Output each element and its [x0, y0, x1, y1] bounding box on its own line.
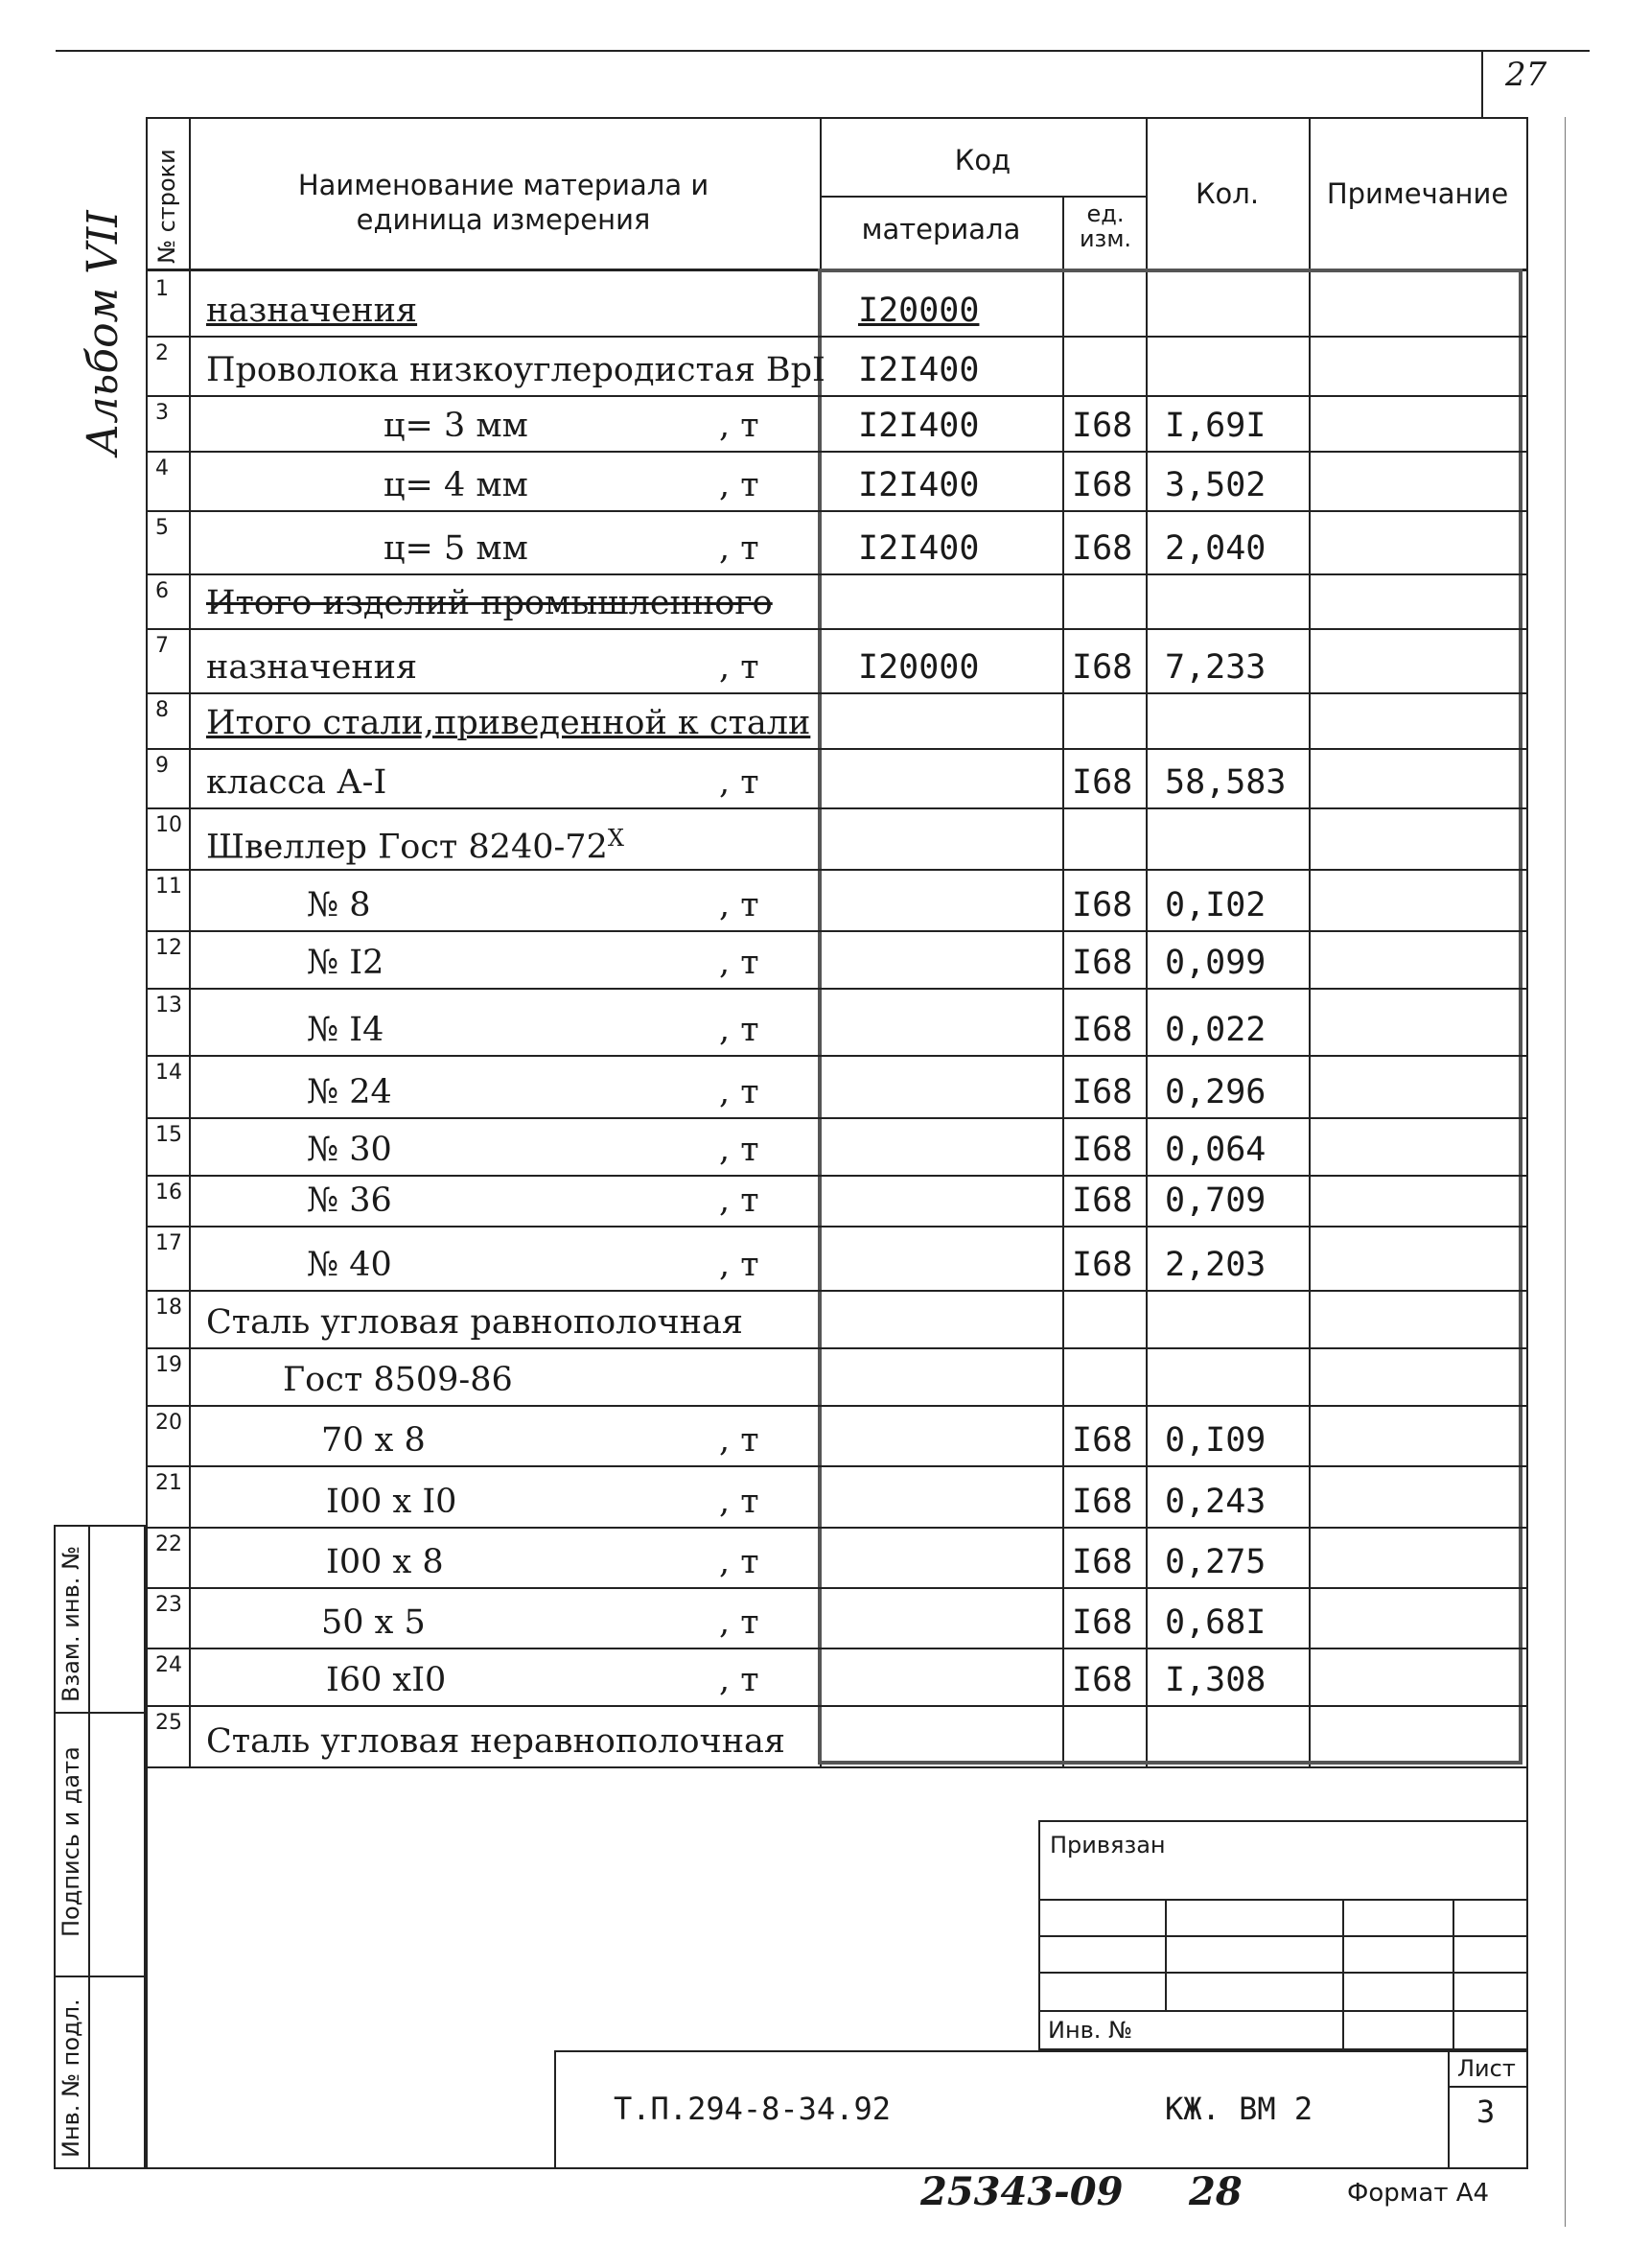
- row-name-text: Итого изделий промышленного: [206, 584, 773, 622]
- frame-top: [146, 117, 1528, 119]
- row-divider: [146, 1405, 1528, 1407]
- row-unit-code: I68: [1072, 944, 1133, 982]
- privyazan-line3: [1038, 1972, 1528, 1974]
- col-rowno-right: [189, 117, 191, 1766]
- row-name: [307, 1073, 392, 1111]
- row-unit-suffix: , т: [719, 466, 759, 504]
- privyazan-col3: [1453, 1899, 1454, 2050]
- row-number: 24: [155, 1653, 182, 1677]
- row-divider: [146, 1117, 1528, 1119]
- row-number: 5: [155, 516, 169, 540]
- handwritten-number: 25343-09: [920, 2169, 1124, 2214]
- row-quantity: 0,296: [1165, 1073, 1267, 1111]
- row-name-text: Сталь угловая равнополочная: [206, 1303, 743, 1342]
- row-divider: [146, 988, 1528, 990]
- row-number: 3: [155, 401, 169, 425]
- row-name-text: I00 х 8: [326, 1543, 444, 1581]
- row-unit-code: I68: [1072, 466, 1133, 504]
- handwritten-page: 28: [1189, 2169, 1243, 2214]
- row-unit-code: I68: [1072, 407, 1133, 445]
- row-material-code: I20000: [858, 648, 980, 687]
- row-name-text: Сталь угловая неравнополочная: [206, 1722, 785, 1761]
- sheet-box-split: [1448, 2086, 1528, 2088]
- row-quantity: 2,203: [1165, 1246, 1267, 1284]
- row-divider: [146, 869, 1528, 871]
- row-material-code: I20000: [858, 292, 980, 330]
- row-name: [321, 1421, 426, 1460]
- row-number: 9: [155, 754, 169, 778]
- row-name-text: Проволока низкоуглеродистая ВрI: [206, 351, 825, 389]
- header-code-split: [820, 196, 1146, 198]
- row-name: [384, 407, 528, 445]
- row-material-code: I2I400: [858, 466, 980, 504]
- row-divider: [146, 1226, 1528, 1228]
- privyazan-col2: [1342, 1899, 1344, 2050]
- row-unit-suffix: , т: [719, 944, 759, 982]
- row-name: [206, 1303, 743, 1342]
- page-number: 27: [1505, 56, 1547, 94]
- header-material: материала: [861, 213, 1021, 246]
- row-quantity: 7,233: [1165, 648, 1267, 687]
- row-material-code: I2I400: [858, 529, 980, 568]
- row-number: 22: [155, 1532, 182, 1556]
- sheet-label: Лист: [1457, 2055, 1516, 2082]
- row-unit-code: I68: [1072, 886, 1133, 924]
- row-name-superscript: X: [607, 825, 624, 852]
- row-unit-suffix: , т: [719, 529, 759, 568]
- row-unit-suffix: , т: [719, 1421, 759, 1460]
- row-divider: [146, 1465, 1528, 1467]
- row-unit-code: I68: [1072, 529, 1133, 568]
- privyazan-col1: [1165, 1899, 1167, 2010]
- side-stamp-div2: [54, 1976, 146, 1977]
- title-block-left: [554, 2050, 556, 2169]
- side-stamp-vzam: Взам. инв. №: [58, 1546, 84, 1702]
- row-name: [206, 1722, 785, 1761]
- row-divider: [146, 1175, 1528, 1177]
- row-name: [307, 1246, 392, 1284]
- row-number: 2: [155, 341, 169, 365]
- row-divider: [146, 930, 1528, 932]
- row-divider: [146, 1587, 1528, 1589]
- row-quantity: 0,68I: [1165, 1603, 1267, 1642]
- row-quantity: 0,709: [1165, 1181, 1267, 1220]
- row-name-text: назначения: [206, 292, 418, 330]
- row-unit-suffix: , т: [719, 1181, 759, 1220]
- document-mark: КЖ. ВМ 2: [1165, 2091, 1313, 2127]
- frame-left: [146, 117, 148, 2169]
- row-divider: [146, 1527, 1528, 1529]
- title-block-top: [554, 2050, 1528, 2052]
- sheet-number: 3: [1476, 2093, 1496, 2130]
- row-name-text: № 8: [307, 886, 371, 924]
- row-number: 20: [155, 1411, 182, 1435]
- row-number: 4: [155, 456, 169, 480]
- row-quantity: 0,064: [1165, 1131, 1267, 1169]
- row-number: 10: [155, 813, 182, 837]
- row-number: 25: [155, 1711, 182, 1735]
- row-name-text: 50 х 5: [321, 1603, 426, 1642]
- row-divider: [146, 451, 1528, 453]
- row-number: 15: [155, 1123, 182, 1147]
- row-number: 14: [155, 1061, 182, 1085]
- row-name: [326, 1661, 446, 1699]
- row-quantity: 0,I02: [1165, 886, 1267, 924]
- row-unit-code: I68: [1072, 648, 1133, 687]
- row-name: [206, 292, 417, 330]
- row-unit-code: I68: [1072, 1073, 1133, 1111]
- row-unit-code: I68: [1072, 1011, 1133, 1049]
- album-label: Альбом VII: [79, 210, 128, 456]
- row-unit-suffix: , т: [719, 1246, 759, 1284]
- row-unit-suffix: , т: [719, 407, 759, 445]
- row-name: [307, 1181, 392, 1220]
- privyazan-line1: [1038, 1899, 1528, 1901]
- row-divider: [146, 1290, 1528, 1292]
- row-unit-suffix: , т: [719, 763, 759, 802]
- side-stamp-div1: [54, 1712, 146, 1714]
- row-number: 23: [155, 1593, 182, 1617]
- row-name: [326, 1543, 444, 1581]
- row-unit-suffix: , т: [719, 1011, 759, 1049]
- row-divider: [146, 1705, 1528, 1707]
- row-number: 16: [155, 1181, 182, 1204]
- header-row-no: № строки: [153, 149, 180, 264]
- row-number: 8: [155, 698, 169, 722]
- row-name: [283, 1361, 513, 1399]
- row-name-text: № 24: [307, 1073, 392, 1111]
- row-number: 7: [155, 634, 169, 658]
- row-unit-code: I68: [1072, 763, 1133, 802]
- row-divider: [146, 1648, 1528, 1649]
- row-unit-suffix: , т: [719, 1543, 759, 1581]
- row-name: [206, 351, 825, 389]
- row-name: [321, 1603, 426, 1642]
- page-number-box-left: [1481, 50, 1483, 117]
- row-number: 12: [155, 936, 182, 960]
- sheet-box-left: [1448, 2050, 1450, 2169]
- row-number: 18: [155, 1296, 182, 1320]
- row-divider: [146, 510, 1528, 512]
- row-divider: [146, 748, 1528, 750]
- row-divider: [146, 1766, 1528, 1768]
- row-material-code: I2I400: [858, 407, 980, 445]
- row-name-text: № I2: [307, 944, 384, 982]
- row-unit-suffix: , т: [719, 1131, 759, 1169]
- row-unit-code: I68: [1072, 1483, 1133, 1521]
- row-number: 6: [155, 579, 169, 603]
- row-material-code: I2I400: [858, 351, 980, 389]
- row-quantity: 3,502: [1165, 466, 1267, 504]
- row-name-text: I00 х I0: [326, 1483, 457, 1521]
- row-number: 17: [155, 1231, 182, 1255]
- row-name-text: 70 х 8: [321, 1421, 426, 1460]
- row-name-text: Итого стали,приведенной к стали: [206, 704, 811, 742]
- row-unit-code: I68: [1072, 1131, 1133, 1169]
- row-unit-suffix: , т: [719, 1483, 759, 1521]
- row-quantity: 2,040: [1165, 529, 1267, 568]
- row-unit-code: I68: [1072, 1543, 1133, 1581]
- row-quantity: 58,583: [1165, 763, 1287, 802]
- row-quantity: I,69I: [1165, 407, 1267, 445]
- row-name: [307, 1131, 392, 1169]
- row-name: [206, 648, 417, 687]
- row-divider: [146, 628, 1528, 630]
- row-name: [384, 529, 528, 568]
- row-name: [206, 704, 810, 742]
- privyazan-line4: [1038, 2010, 1528, 2012]
- row-unit-code: I68: [1072, 1603, 1133, 1642]
- row-name: [307, 886, 371, 924]
- row-name-text: № 40: [307, 1246, 392, 1284]
- row-divider: [146, 807, 1528, 809]
- row-unit-code: I68: [1072, 1661, 1133, 1699]
- row-quantity: 0,I09: [1165, 1421, 1267, 1460]
- row-name-text: ц= 5 мм: [384, 529, 528, 568]
- row-unit-suffix: , т: [719, 648, 759, 687]
- row-unit-suffix: , т: [719, 1073, 759, 1111]
- row-divider: [146, 1347, 1528, 1349]
- document-code: Т.П.294-8-34.92: [614, 2091, 891, 2127]
- format-label: Формат А4: [1347, 2179, 1490, 2208]
- row-divider: [146, 1055, 1528, 1057]
- row-divider: [146, 692, 1528, 694]
- row-quantity: 0,275: [1165, 1543, 1267, 1581]
- row-name-text: Гост 8509-86: [283, 1361, 513, 1399]
- privyazan-label: Привязан: [1050, 1832, 1166, 1859]
- frame-bottom: [146, 2167, 1528, 2169]
- row-name-text: назначения: [206, 648, 418, 687]
- row-divider: [146, 336, 1528, 338]
- row-number: 21: [155, 1471, 182, 1495]
- row-unit-suffix: , т: [719, 1603, 759, 1642]
- top-frame-line: [56, 50, 1590, 52]
- header-qty: Кол.: [1195, 177, 1260, 210]
- row-name: [206, 763, 386, 802]
- row-name: [307, 1011, 384, 1049]
- header-unit: ед. изм.: [1079, 200, 1132, 252]
- inv-no-label: Инв. №: [1048, 2017, 1133, 2044]
- right-margin-line: [1565, 117, 1566, 2227]
- row-name: [206, 584, 773, 622]
- row-number: 11: [155, 875, 182, 899]
- row-number: 1: [155, 277, 169, 301]
- row-name-text: I60 хI0: [326, 1661, 447, 1699]
- header-code: Код: [954, 144, 1011, 176]
- side-stamp-podpis: Подпись и дата: [58, 1746, 84, 1937]
- row-quantity: I,308: [1165, 1661, 1267, 1699]
- privyazan-line2: [1038, 1935, 1528, 1937]
- row-unit-code: I68: [1072, 1181, 1133, 1220]
- row-name-text: № 30: [307, 1131, 392, 1169]
- row-name: [384, 466, 528, 504]
- row-name-text: № I4: [307, 1011, 384, 1049]
- side-stamp-inv: Инв. № подл.: [58, 1999, 84, 2158]
- row-name-text: ц= 4 мм: [384, 466, 528, 504]
- row-divider: [146, 395, 1528, 397]
- row-number: 13: [155, 994, 182, 1017]
- row-name: [326, 1483, 456, 1521]
- row-name-text: Швеллер Гост 8240-72: [206, 828, 608, 867]
- header-name: Наименование материала и единица измерения: [297, 169, 709, 236]
- row-name-text: ц= 3 мм: [384, 407, 528, 445]
- row-unit-suffix: , т: [719, 886, 759, 924]
- row-divider: [146, 573, 1528, 575]
- row-name-text: класса А-I: [206, 763, 387, 802]
- side-stamp-inner: [88, 1525, 90, 2169]
- row-name: [307, 944, 384, 982]
- header-note: Примечание: [1326, 177, 1509, 210]
- row-quantity: 0,099: [1165, 944, 1267, 982]
- row-unit-code: I68: [1072, 1421, 1133, 1460]
- row-unit-suffix: , т: [719, 1661, 759, 1699]
- row-name: [206, 825, 624, 867]
- row-quantity: 0,022: [1165, 1011, 1267, 1049]
- row-name-text: № 36: [307, 1181, 392, 1220]
- row-number: 19: [155, 1353, 182, 1377]
- row-quantity: 0,243: [1165, 1483, 1267, 1521]
- row-unit-code: I68: [1072, 1246, 1133, 1284]
